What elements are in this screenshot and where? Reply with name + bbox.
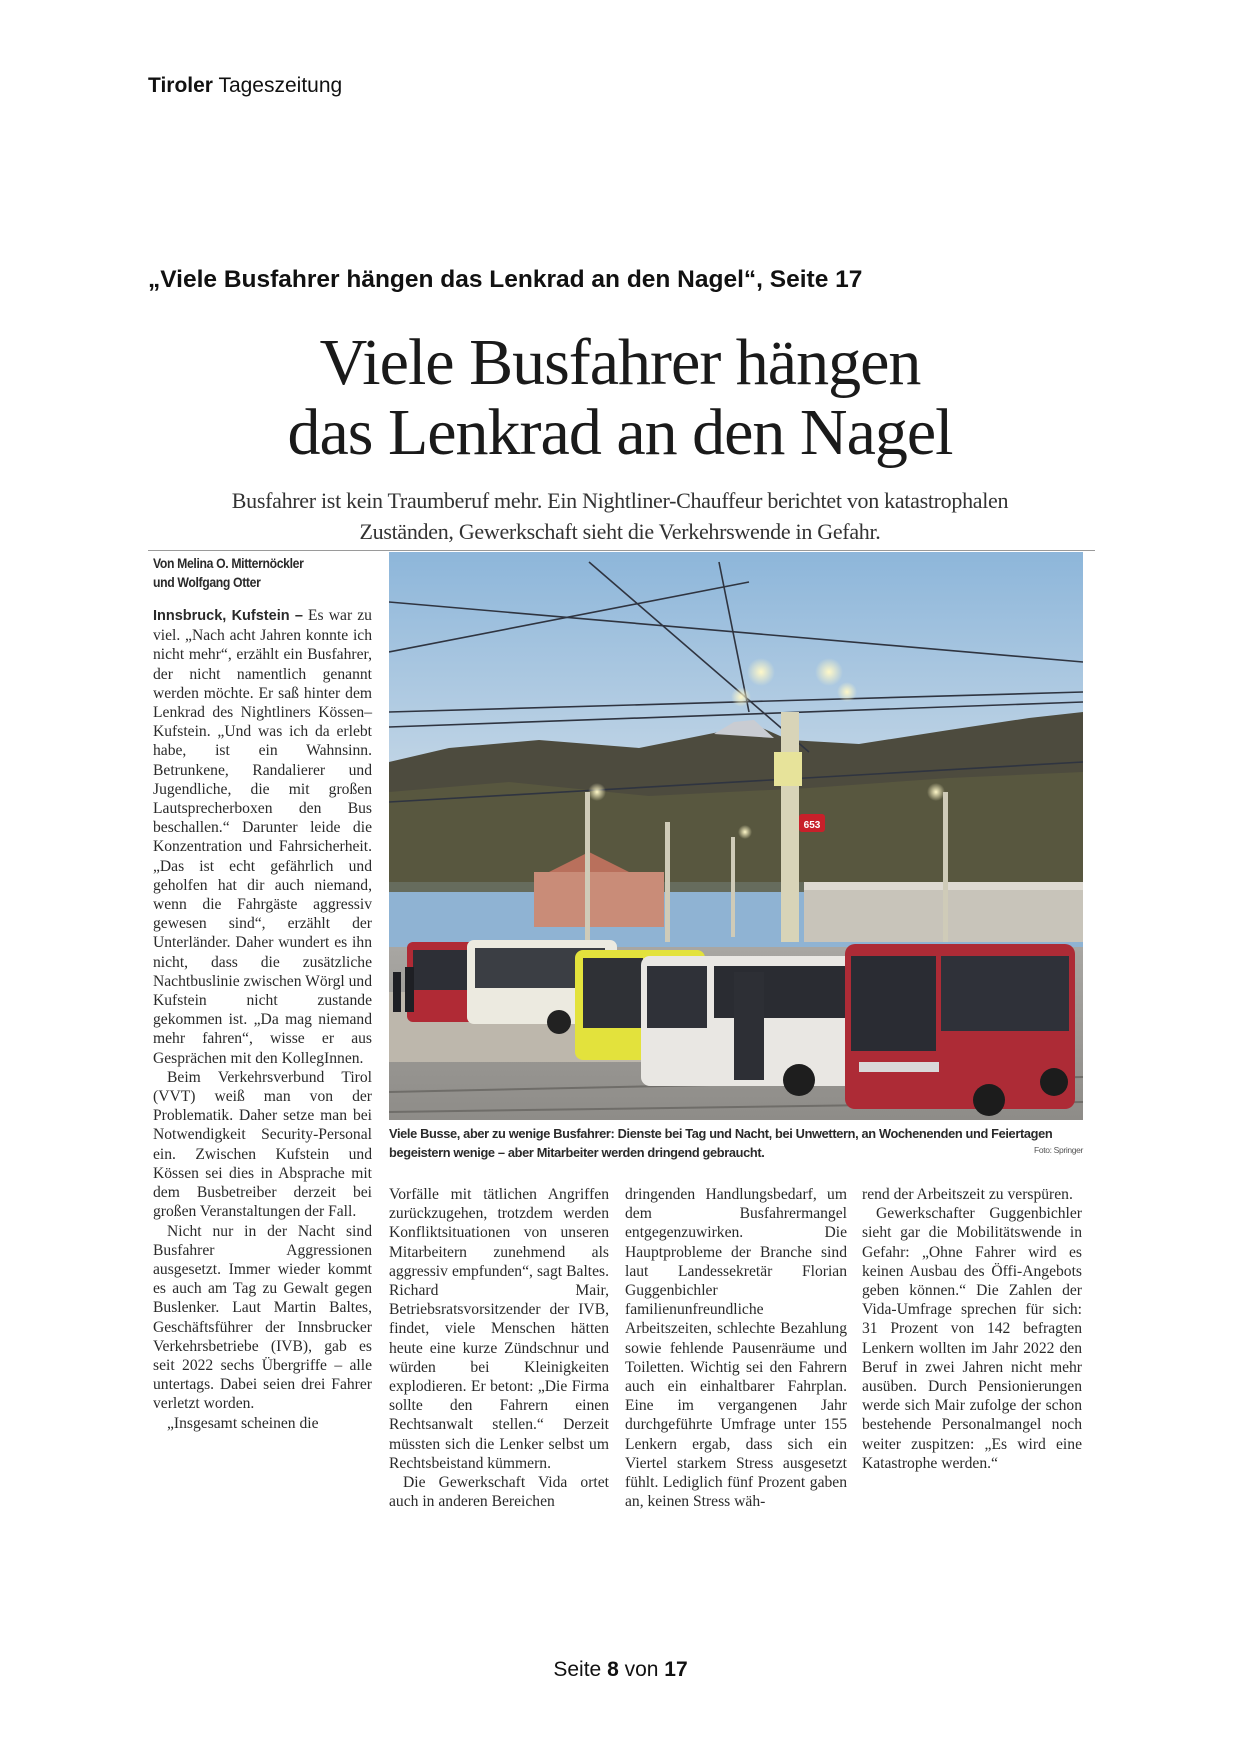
paragraph: rend der Arbeitszeit zu verspüren. xyxy=(862,1186,1073,1203)
paragraph xyxy=(153,606,372,1068)
paragraph: „Insgesamt scheinen die xyxy=(167,1414,319,1432)
red-sign-text: 653 xyxy=(803,820,821,831)
divider-rule xyxy=(148,550,1095,551)
article-column-3 xyxy=(625,1185,847,1511)
red-building xyxy=(534,872,664,927)
pole-sign xyxy=(774,752,802,786)
page-total: 17 xyxy=(664,1658,688,1681)
article-column-2 xyxy=(389,1185,609,1511)
paragraph: Vorfälle mit tätlichen Angriffen zurückzugehen, trotzdem werden Konfliktsituationen von unseren Mitarbeitern zunehmend als aggressiv empfunden“, sagt Baltes. Richard Mair, Betriebsratsvorsitzender der IVB, findet, viele Menschen hätten heute eine kurze Zündschnur und würden bei Kleinigkeiten explodieren. Er betont: „Die Firma sollte den Fahrern einen Rechtsanwalt stellen.“ Derzeit müssten sich die Lenker selbst um Rechtsbeistand kümmern. xyxy=(389,1186,609,1472)
publisher-name-bold: Tiroler xyxy=(148,74,213,97)
paragraph: Beim Verkehrsverbund Tirol (VVT) weiß man von der Problematik. Daher setze man bei Notwendigkeit Security-Personal ein. Zwischen Kufstein und Kössen sei dies in Absprache mit dem Busbetreiber derzeit bei großen Veranstaltungen der Fall. xyxy=(153,1068,372,1221)
paragraph: Die Gewerkschaft Vida ortet auch in anderen Bereichen xyxy=(389,1474,609,1511)
page-mid: von xyxy=(624,1658,659,1681)
photo-caption-text: Viele Busse, aber zu wenige Busfahrer: Dienste bei Tag und Nacht, bei Unwettern, an Wochenenden und Feiertagen begeistern wenige – aber Mitarbeiter werden dringend gebraucht. xyxy=(389,1126,1053,1160)
article-column-1 xyxy=(153,606,372,1433)
photo-caption xyxy=(389,1124,1083,1162)
page-number xyxy=(0,1658,1241,1682)
headline-line-2: das Lenkrad an den Nagel xyxy=(287,396,953,469)
byline-line-2: und Wolfgang Otter xyxy=(153,575,261,590)
paragraph: dringenden Handlungsbedarf, um dem Busfahrermangel entgegenzuwirken. Die Hauptprobleme der Branche sind laut Landessekretär Florian Guggenbichler familienunfreundliche Arbeitszeiten, schlechte Bezahlung sowie fehlende Pausenräume und Toiletten. Wichtig sei den Fahrern auch ein einhaltbarer Fahrplan. Eine im vergangenen Jahr durchgeführte Umfrage unter 155 Lenkern ergab, dass sich ein Viertel starkem Stress ausgesetzt fühlt. Lediglich fünf Prozent gaben an, keinen Stress wäh- xyxy=(625,1186,847,1511)
paragraph-text: Es war zu viel. „Nach acht Jahren konnte ich nicht mehr“, erzählt ein Busfahrer, der nicht namentlich genannt werden möchte. Er saß hinter dem Lenkrad des Nightliners Kössen–Kufstein. „Und was ich da erlebt habe, ist ein Wahnsinn. Betrunkene, Randalierer und Jugendliche, die mit großen Lautsprecherboxen den Bus beschallen.“ Darunter leide die Konzentration und Fahrsicherheit. „Das ist echt gefährlich und geholfen hat dir auch niemand, wenn die Fahrgäste aggressiv gewesen sind“, erzählt der Unterländer. Daher wundert es ihn nicht, dass die zusätzliche Nachtbuslinie zwischen Wörgl und Kufstein nicht zustande gekommen ist. „Da mag niemand mehr fahren“, wisse er aus Gesprächen mit den KollegInnen. xyxy=(153,607,372,1067)
publisher-name xyxy=(148,74,342,98)
bus-white-center xyxy=(641,956,855,1096)
page-current: 8 xyxy=(607,1658,619,1681)
bus-red-right xyxy=(845,944,1075,1116)
article-headline xyxy=(240,328,1000,468)
paragraph: Gewerkschafter Guggenbichler sieht gar die Mobilitätswende in Gefahr: „Ohne Fahrer wird es keinen Ausbau des Öffi-Angebots geben können.“ Die Zahlen der Vida-Umfrage sprechen für sich: 31 Prozent von 142 befragten Lenkern wollten im Jahr 2022 den Beruf in zwei Jahren nicht mehr ausüben. Durch Pensionierungen werde sich Mair zufolge der schon bestehende Personalmangel noch weiter zuspitzen: „Es wird eine Katastrophe werden.“ xyxy=(862,1205,1082,1472)
byline-line-1: Von Melina O. Mitternöckler xyxy=(153,556,304,571)
article-subheadline: Busfahrer ist kein Traumberuf mehr. Ein Nightliner-Chauffeur berichtet von katastrophalen Zuständen, Gewerkschaft sieht die Verkehrswende in Gefahr. xyxy=(231,488,1009,544)
paragraph: Nicht nur in der Nacht sind Busfahrer Aggressionen ausgesetzt. Immer wieder kommt es auch am Tag zu Gewalt gegen Buslenker. Laut Martin Baltes, Geschäftsführer der Innsbrucker Verkehrsbetriebe (IVB), gab es seit 2022 sechs Übergriffe – alle untertags. Dabei seien drei Fahrer verletzt worden. xyxy=(153,1222,372,1413)
article-photo-bus-station xyxy=(389,552,1083,1120)
dateline: Innsbruck, Kufstein – xyxy=(153,608,303,624)
document-title: „Viele Busfahrer hängen das Lenkrad an den Nagel“, Seite 17 xyxy=(148,266,863,293)
photo-credit: Foto: Springer xyxy=(1034,1145,1083,1155)
byline xyxy=(153,554,303,592)
page-prefix: Seite xyxy=(553,1658,602,1681)
headline-line-1: Viele Busfahrer hängen xyxy=(319,326,921,399)
publisher-name-rest: Tageszeitung xyxy=(218,74,343,97)
bus-far-left xyxy=(407,942,477,1022)
central-pole xyxy=(781,712,799,942)
article-column-4 xyxy=(862,1185,1082,1473)
